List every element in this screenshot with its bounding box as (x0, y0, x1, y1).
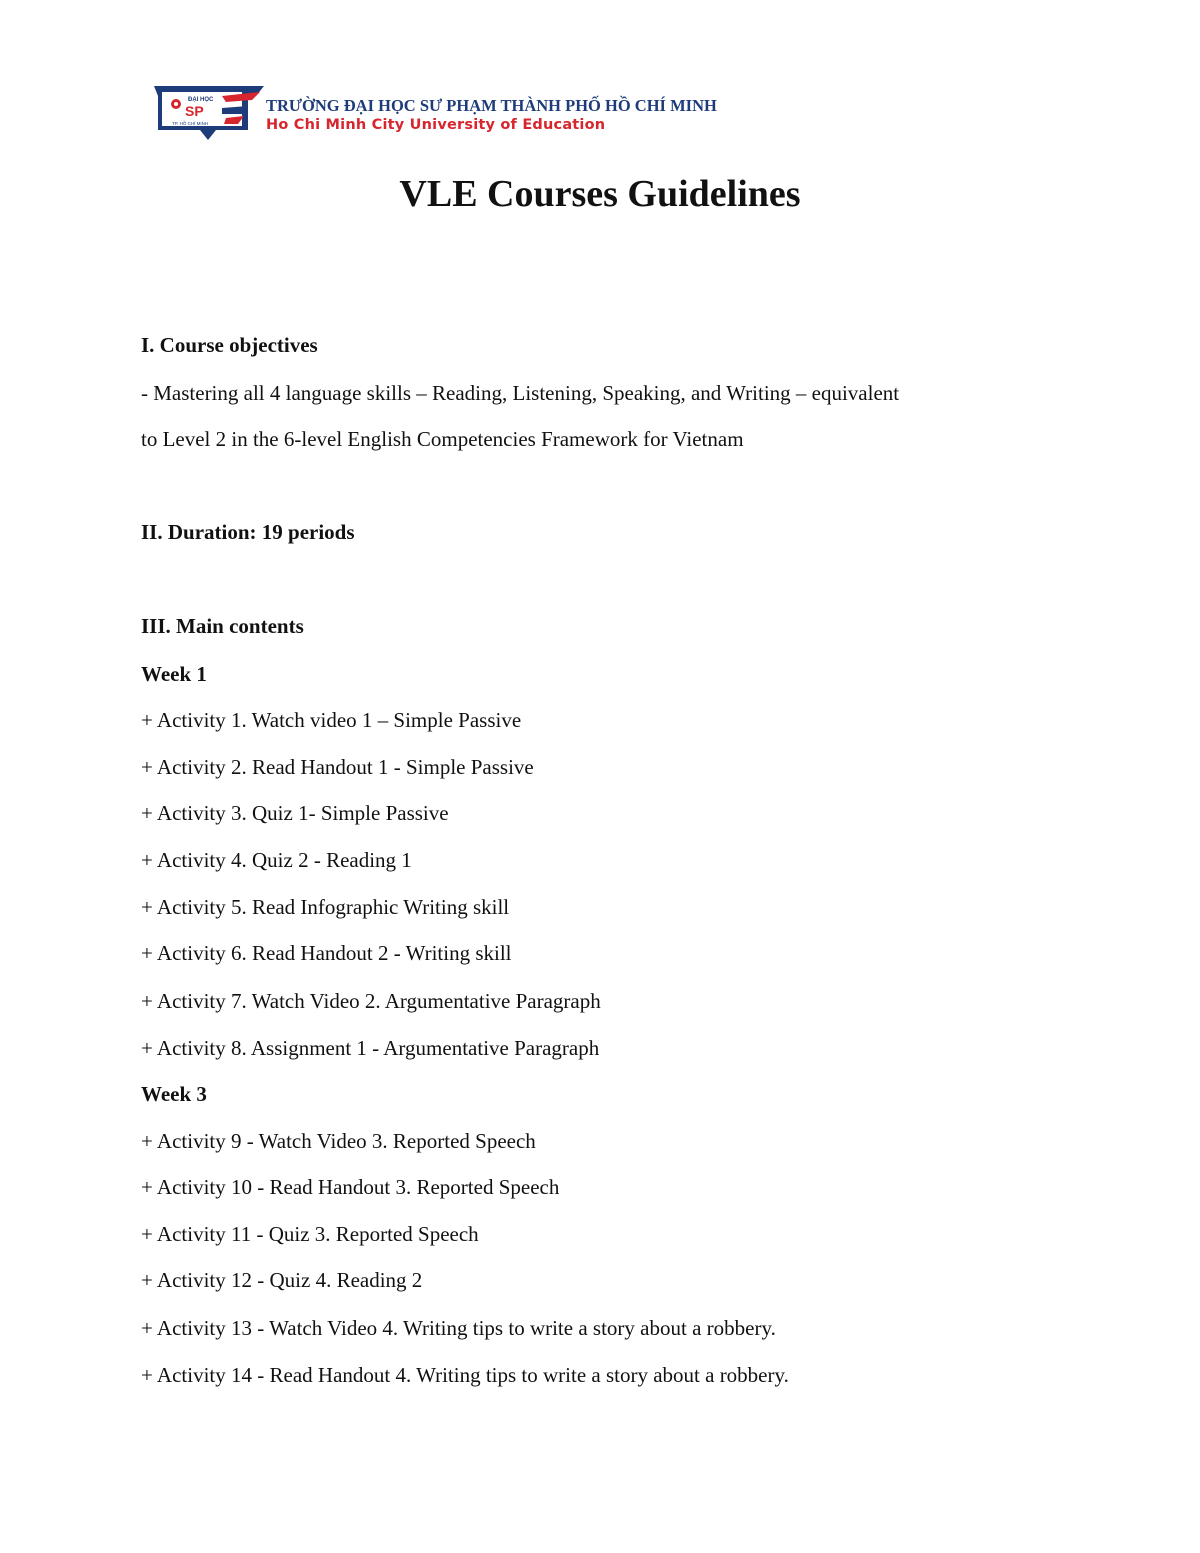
week-3-label: Week 3 (141, 1082, 207, 1106)
list-item: + Activity 7. Watch Video 2. Argumentative Paragraph (141, 989, 601, 1013)
list-item: + Activity 10 - Read Handout 3. Reported Speech (141, 1175, 560, 1199)
list-item: + Activity 11 - Quiz 3. Reported Speech (141, 1222, 479, 1246)
svg-text:ĐẠI HỌC: ĐẠI HỌC (188, 97, 214, 103)
list-item: + Activity 1. Watch video 1 – Simple Passive (141, 708, 522, 732)
list-item: + Activity 8. Assignment 1 - Argumentative Paragraph (141, 1036, 600, 1060)
objectives-text-line-2: to Level 2 in the 6-level English Competencies Framework for Vietnam (141, 427, 744, 451)
list-item: + Activity 6. Read Handout 2 - Writing skill (141, 941, 512, 965)
svg-text:SP: SP (185, 103, 204, 119)
logo-text-english: Ho Chi Minh City University of Education (266, 117, 606, 133)
list-item: + Activity 9 - Watch Video 3. Reported Speech (141, 1129, 536, 1153)
university-logo (152, 84, 717, 144)
list-item: + Activity 3. Quiz 1- Simple Passive (141, 801, 449, 825)
objectives-text-line-1: - Mastering all 4 language skills – Reading, Listening, Speaking, and Writing – equivalent (141, 381, 900, 405)
week-1-label: Week 1 (141, 662, 207, 686)
list-item: + Activity 14 - Read Handout 4. Writing tips to write a story about a robbery. (141, 1363, 789, 1387)
svg-text:TP. HỒ CHÍ MINH: TP. HỒ CHÍ MINH (172, 121, 209, 126)
list-item: + Activity 4. Quiz 2 - Reading 1 (141, 848, 412, 872)
list-item: + Activity 2. Read Handout 1 - Simple Passive (141, 755, 534, 779)
section-heading-objectives: I. Course objectives (141, 333, 318, 357)
list-item: + Activity 12 - Quiz 4. Reading 2 (141, 1268, 423, 1292)
logo-text-vietnamese: TRƯỜNG ĐẠI HỌC SƯ PHẠM THÀNH PHỐ HỒ CHÍ MINH (266, 96, 717, 115)
list-item: + Activity 13 - Watch Video 4. Writing tips to write a story about a robbery. (141, 1316, 776, 1340)
section-heading-duration: II. Duration: 19 periods (141, 520, 355, 544)
section-heading-main-contents: III. Main contents (141, 614, 304, 638)
list-item: + Activity 5. Read Infographic Writing skill (141, 895, 510, 919)
university-seal-icon (152, 84, 268, 142)
document-title: VLE Courses Guidelines (399, 173, 801, 215)
